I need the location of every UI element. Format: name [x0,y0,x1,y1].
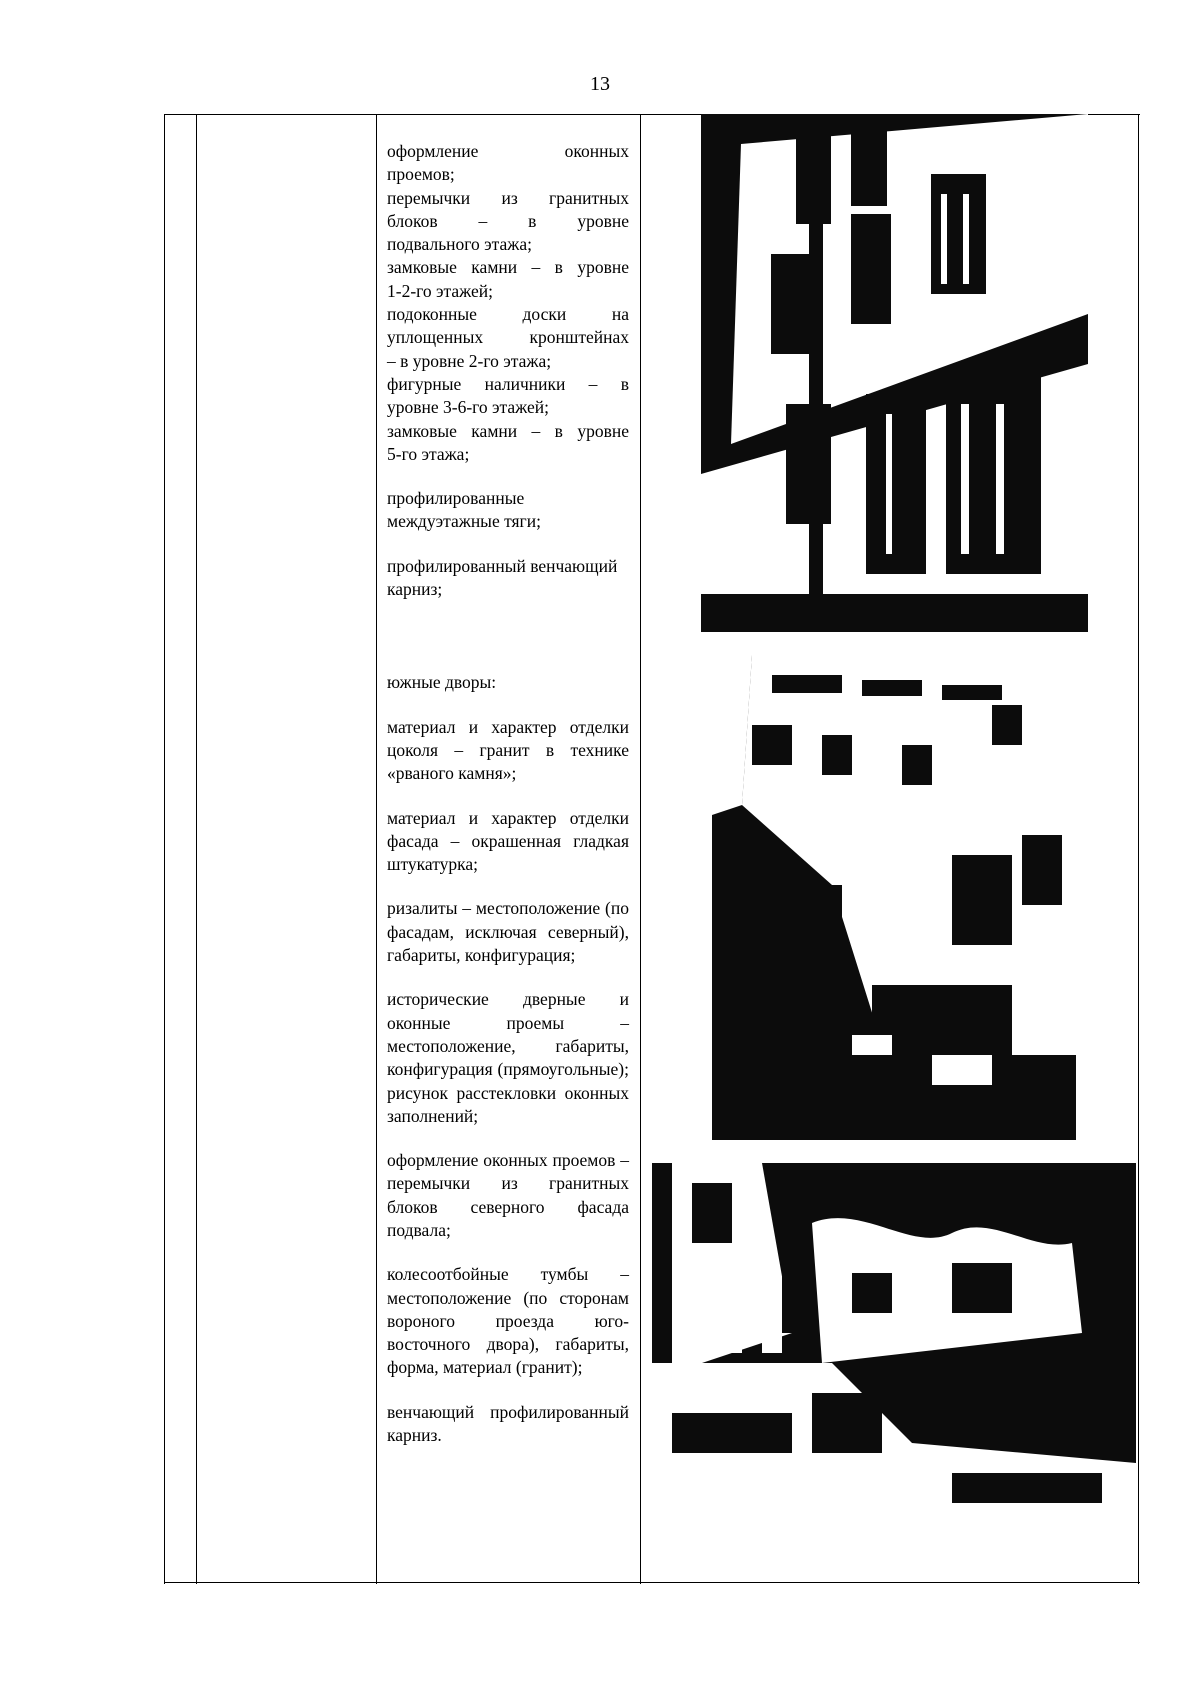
table-bottom-border [164,1582,1140,1583]
cornice-text: профилированный венчающий карниз; [387,555,618,600]
list-item: венчающий профилированный карниз. [387,1401,629,1446]
facade-windows-photo [701,114,1088,632]
list-item: оформление оконных проемов – перемычки из гранитных блоков северного фасада подвала; [387,1150,629,1240]
string-courses-text: профилированные междуэтажные тяги; [387,488,541,532]
table-border-right [1138,114,1139,1584]
list-item: колесоотбойные тумбы – местоположение (по сторонам вороного проезда юго-восточного двора), габариты, форма, материал (гранит); [387,1264,629,1378]
list-item: материал и характер отделки цоколя – гранит в технике «рваного камня»; [387,716,629,784]
page-number: 13 [590,73,610,95]
list-item: – в уровне 2-го этажа; [387,350,552,371]
list-item: 1-2-го этажей; [387,280,494,301]
window-decoration-block [387,140,629,466]
list-item: исторические дверные и оконные проемы – местоположение, габариты, конфигурация (прямоугольные); рисунок расстекловки оконных заполнений; [387,989,629,1126]
list-item: 5-го этажа; [387,443,470,464]
table-border-left [164,114,165,1584]
courtyard-passage-photo [652,1163,1136,1525]
list-item: оформление оконных [387,141,629,161]
list-item: проемов; [387,164,455,185]
list-item: замковые камни – в уровне [387,257,629,278]
column-divider-3 [640,114,641,1584]
list-item: ризалиты – местоположение (по фасадам, исключая северный), габариты, конфигурация; [387,898,629,966]
list-item: фигурные наличники – в [387,373,629,394]
list-item: подвального этажа; [387,234,533,255]
courtyard-building-photo [712,655,1076,1140]
list-item: материал и характер отделки фасада – окрашенная гладкая штукатурка; [387,807,629,875]
southern-yards-heading: южные дворы: [387,672,497,693]
column-divider-2 [376,114,377,1584]
description-column [387,140,629,1468]
list-item: замковые камни – в уровне [387,420,629,441]
list-item: уровне 3-6-го этажей; [387,397,550,418]
list-item: подоконные доски на уплощенных кронштейнах [387,304,629,348]
column-divider-1 [196,114,197,1584]
list-item: перемычки из гранитных блоков – в уровне [387,187,629,231]
